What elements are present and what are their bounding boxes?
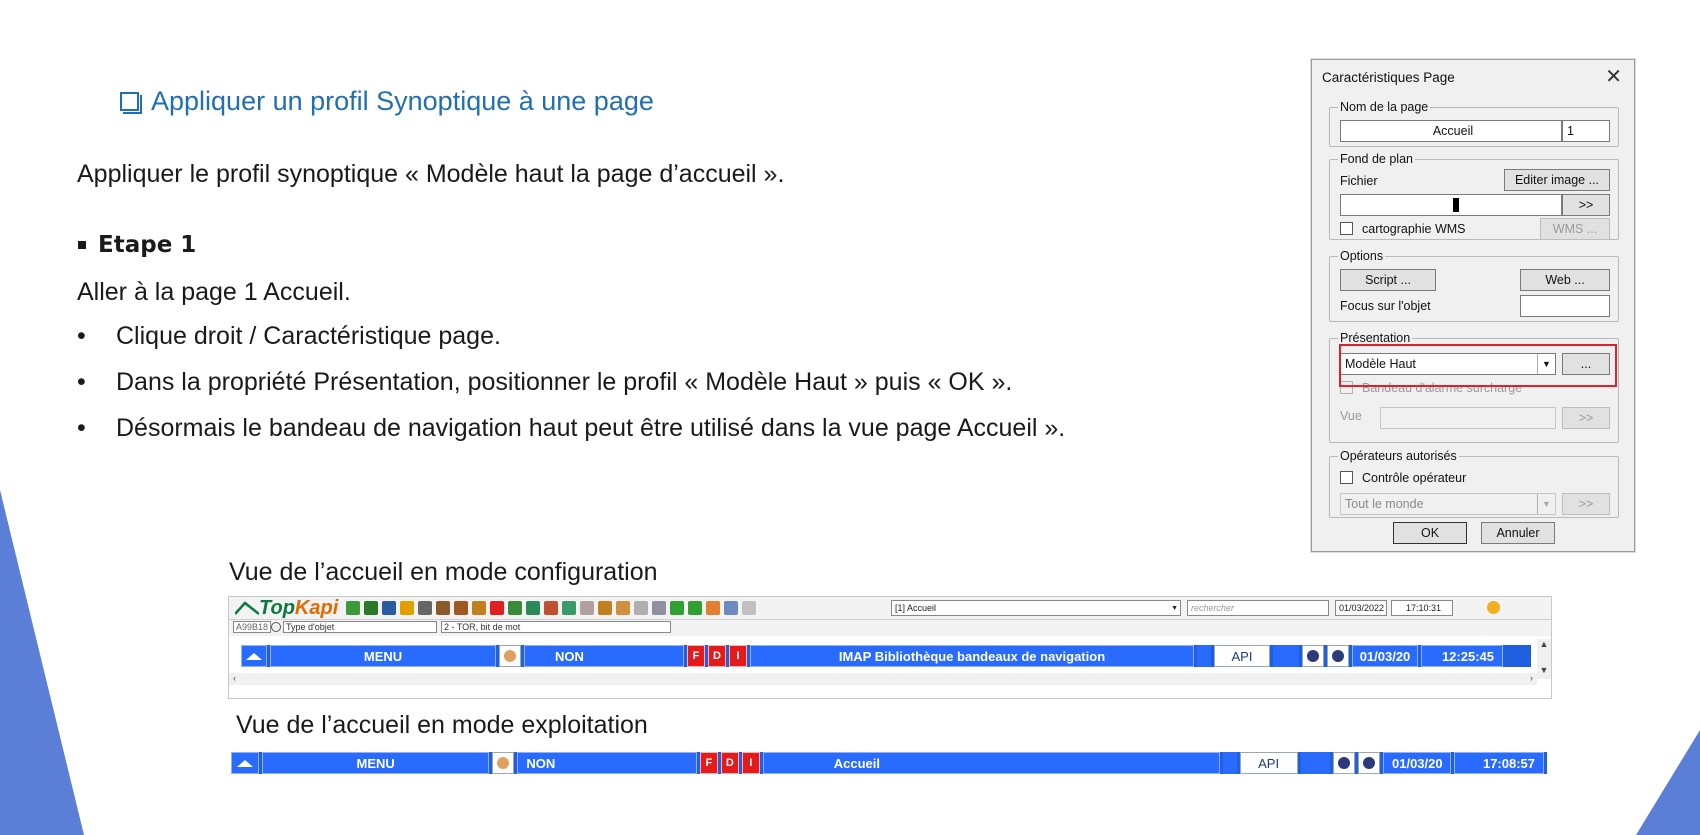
intro-text: Appliquer le profil synoptique « Modèle haut la page d’accueil ».: [77, 160, 785, 188]
background-group: [1329, 152, 1619, 240]
home-icon: [237, 760, 253, 767]
object-toolbar: [229, 620, 1551, 636]
options-legend: Options: [1340, 249, 1384, 263]
object-type-select[interactable]: Type d'objet: [283, 621, 437, 633]
open-icon[interactable]: [364, 601, 378, 615]
link-icon[interactable]: [652, 601, 666, 615]
chevron-down-icon[interactable]: ▼: [1537, 494, 1555, 514]
banner-date: 01/03/20: [1383, 752, 1451, 774]
bullet-list: [77, 322, 1065, 460]
home-button[interactable]: [241, 645, 267, 667]
window-icon[interactable]: [742, 601, 756, 615]
vertical-scrollbar[interactable]: ▲ ▼: [1537, 639, 1551, 679]
new-icon[interactable]: [346, 601, 360, 615]
wms-label: cartographie WMS: [1362, 222, 1466, 236]
info-button[interactable]: [1333, 752, 1355, 774]
section-heading: [120, 86, 654, 117]
api-button[interactable]: API: [1240, 752, 1298, 774]
page-name-input[interactable]: Accueil: [1340, 120, 1562, 142]
topkapi-logo: Top Kapi: [235, 597, 338, 620]
goto-text: Aller à la page 1 Accueil.: [77, 278, 351, 306]
toolbar-icons: [346, 601, 756, 615]
banner-title: Accueil: [763, 752, 1220, 774]
help-icon: [1332, 650, 1344, 662]
highlight-box: [1339, 344, 1617, 387]
home-icon: [246, 653, 262, 660]
target-icon[interactable]: [544, 601, 558, 615]
background-legend: Fond de plan: [1340, 152, 1413, 166]
page-properties-dialog: [1311, 59, 1635, 552]
ok-button[interactable]: OK: [1393, 522, 1467, 544]
options-group: [1329, 249, 1619, 322]
script-button[interactable]: Script ...: [1340, 269, 1436, 291]
hand-icon[interactable]: [616, 601, 630, 615]
cursor-icon[interactable]: [580, 601, 594, 615]
logo-icon: [235, 601, 259, 615]
browse-file-button[interactable]: >>: [1562, 194, 1610, 216]
print-icon[interactable]: [418, 601, 432, 615]
info-button[interactable]: [1302, 645, 1324, 667]
wms-button[interactable]: WMS ...: [1540, 218, 1610, 240]
operator-icon: [497, 757, 509, 769]
list-item: • Clique droit / Caractéristique page.: [77, 322, 501, 350]
grid-icon[interactable]: [508, 601, 522, 615]
info-icon[interactable]: [1487, 601, 1500, 614]
menu-button[interactable]: MENU: [262, 752, 489, 774]
view-input[interactable]: [1380, 407, 1556, 429]
config-view-window: [228, 596, 1552, 699]
focus-input[interactable]: [1520, 295, 1610, 317]
table-icon[interactable]: [472, 601, 486, 615]
zoom-icon[interactable]: [598, 601, 612, 615]
layer-icon[interactable]: [706, 601, 720, 615]
edit-icon[interactable]: [454, 601, 468, 615]
close-icon[interactable]: ✕: [1605, 66, 1622, 88]
api-button[interactable]: API: [1214, 645, 1270, 667]
help-icon: [1363, 757, 1375, 769]
focus-label: Focus sur l'objet: [1340, 299, 1431, 313]
banner-time: 12:25:45: [1421, 645, 1503, 667]
operator-button[interactable]: [492, 752, 514, 774]
cancel-button[interactable]: Annuler: [1481, 522, 1555, 544]
horizontal-scrollbar[interactable]: ‹ ›: [229, 673, 1537, 685]
right-decoration: [1636, 730, 1700, 835]
flag-i-button[interactable]: I: [742, 752, 760, 774]
list-item: • Dans la propriété Présentation, positionner le profil « Modèle Haut » puis « OK ».: [77, 368, 1013, 396]
operator-status: NON: [517, 752, 697, 774]
alarm-icon[interactable]: [490, 601, 504, 615]
search-input[interactable]: rechercher: [1187, 600, 1329, 616]
square-bullet-icon: [78, 241, 86, 249]
operators-legend: Opérateurs autorisés: [1340, 449, 1457, 463]
banner-title: IMAP Bibliothèque bandeaux de navigation: [750, 645, 1194, 667]
alarm-label: Bandeau d'alarme surcharge: [1362, 381, 1523, 395]
nav-banner-exploit: [231, 752, 1547, 774]
web-button[interactable]: Web ...: [1520, 269, 1610, 291]
clock-icon[interactable]: [562, 601, 576, 615]
arrow-up-icon[interactable]: [670, 601, 684, 615]
profile-select[interactable]: Modèle Haut ▼: [1340, 353, 1556, 375]
nav-banner-config: [241, 645, 1531, 667]
operators-group: [1329, 449, 1619, 518]
checkbox-bullet-icon: [120, 92, 139, 111]
object-kind-field[interactable]: 2 - TOR, bit de mot: [441, 621, 671, 633]
caption-exploit: Vue de l’accueil en mode exploitation: [236, 711, 648, 739]
pointer-icon[interactable]: [634, 601, 648, 615]
section-heading-text: Appliquer un profil Synoptique à une page: [151, 86, 654, 116]
flag-f-button[interactable]: F: [700, 752, 718, 774]
view-label: Vue: [1340, 409, 1362, 423]
page-number-input[interactable]: 1: [1562, 120, 1610, 142]
main-toolbar: [229, 597, 1551, 620]
file-input[interactable]: [1340, 194, 1562, 216]
operator-scope-select[interactable]: Tout le monde ▼: [1340, 493, 1556, 515]
tool-icon[interactable]: [436, 601, 450, 615]
page-select[interactable]: [1] Accueil ▼: [891, 600, 1181, 616]
banner-time: 17:08:57: [1454, 752, 1544, 774]
operator-control-checkbox[interactable]: [1340, 471, 1353, 484]
help-button[interactable]: [1358, 752, 1380, 774]
profile-more-button[interactable]: ...: [1562, 353, 1610, 375]
operator-button[interactable]: [499, 645, 521, 667]
chart-icon[interactable]: [526, 601, 540, 615]
object-icon: [271, 622, 281, 632]
object-id-field[interactable]: A99B18: [233, 621, 271, 633]
arrow-down-icon[interactable]: [688, 601, 702, 615]
flag-d-button[interactable]: D: [721, 752, 739, 774]
list-item: • Désormais le bandeau de navigation haut peut être utilisé dans la vue page Accueil ».: [77, 414, 1066, 442]
banner-spacer: [1273, 645, 1299, 667]
info-icon: [1338, 757, 1350, 769]
page-name-group: [1329, 100, 1619, 147]
operator-scope-button[interactable]: >>: [1562, 493, 1610, 515]
left-decoration: [0, 490, 90, 835]
flag-d-button[interactable]: D: [708, 645, 726, 667]
file-label: Fichier: [1340, 174, 1378, 188]
caption-config: Vue de l’accueil en mode configuration: [229, 558, 658, 586]
gear-icon[interactable]: [400, 601, 414, 615]
banner-spacer: [1197, 645, 1211, 667]
help-button[interactable]: [1327, 645, 1349, 667]
save-icon[interactable]: [382, 601, 396, 615]
banner-date: 01/03/20: [1352, 645, 1418, 667]
dialog-title: Caractéristiques Page: [1322, 70, 1455, 85]
text-cursor: [1453, 198, 1459, 212]
date-field: 01/03/2022: [1335, 600, 1387, 616]
operator-control-label: Contrôle opérateur: [1362, 471, 1467, 485]
image-icon[interactable]: [724, 601, 738, 615]
view-browse-button[interactable]: >>: [1562, 407, 1610, 429]
step-title-text: Etape 1: [98, 232, 197, 258]
flag-i-button[interactable]: I: [729, 645, 747, 667]
operator-icon: [504, 650, 516, 662]
page-name-legend: Nom de la page: [1340, 100, 1429, 114]
presentation-legend: Présentation: [1340, 331, 1411, 345]
home-button[interactable]: [231, 752, 259, 774]
chevron-down-icon[interactable]: ▼: [1171, 604, 1178, 612]
banner-spacer: [1301, 752, 1331, 774]
info-icon: [1307, 650, 1319, 662]
time-field: 17:10:31: [1391, 600, 1453, 616]
chevron-down-icon[interactable]: ▼: [1537, 354, 1555, 374]
edit-image-button[interactable]: Editer image ...: [1504, 169, 1610, 191]
menu-button[interactable]: MENU: [270, 645, 496, 667]
flag-f-button[interactable]: F: [687, 645, 705, 667]
operator-status: NON: [524, 645, 684, 667]
wms-checkbox[interactable]: [1340, 222, 1353, 235]
step-title: [78, 232, 196, 258]
banner-spacer: [1223, 752, 1237, 774]
